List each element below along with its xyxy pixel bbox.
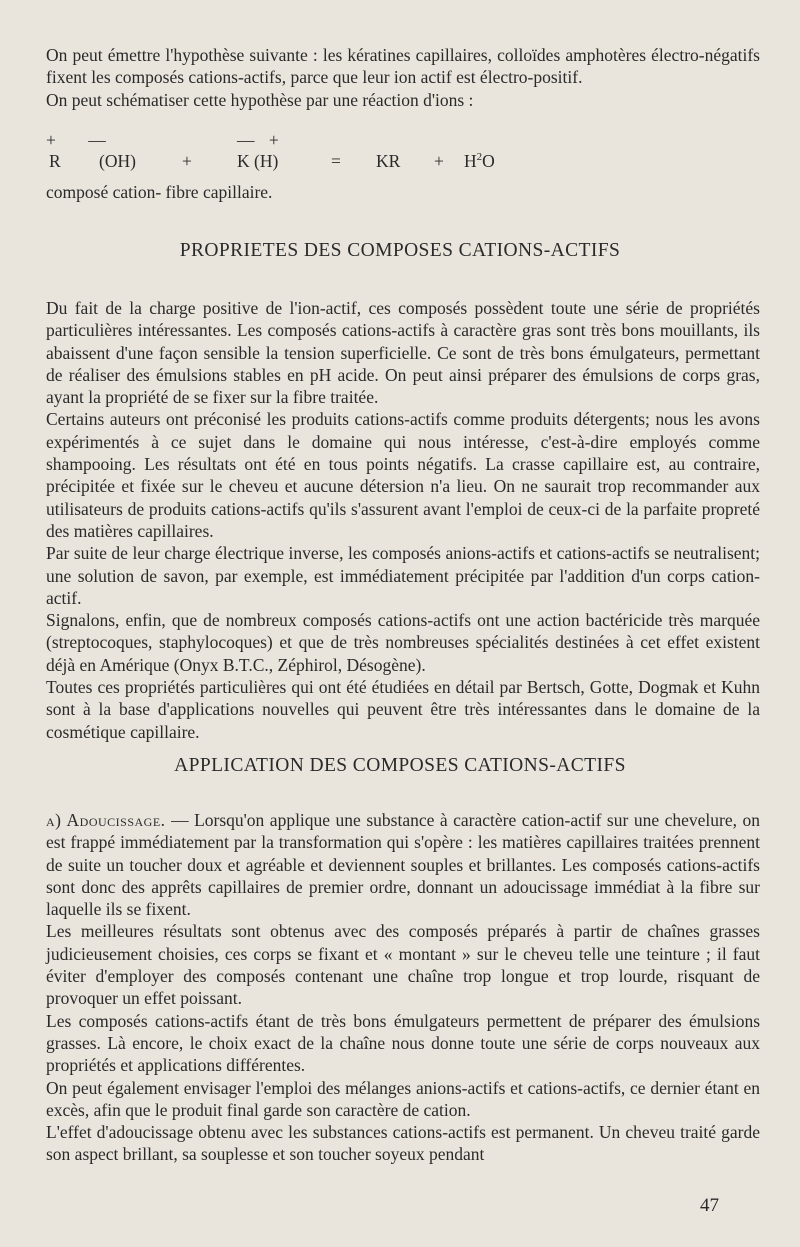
formula-plus-1: +: [182, 151, 192, 171]
intro-paragraph-1: On peut émettre l'hypothèse suivante : les kératines capillaires, colloïdes amphotères électro-négatifs fixent les composés cations-actifs, parce que leur ion actif est électro-positif.: [46, 45, 760, 88]
formula-charges-right: — +: [237, 130, 284, 150]
section-heading-application: APPLICATION DES COMPOSES CATIONS-ACTIFS: [174, 755, 626, 776]
formula-r: R: [49, 151, 61, 171]
adoucissage-label: a) Adoucissage.: [46, 810, 166, 830]
formula-caption: composé cation- fibre capillaire.: [46, 182, 273, 202]
application-paragraph-2: Les meilleures résultats sont obtenus avec des composés préparés à partir de chaînes grasses judicieusement choisies, ces corps se fixant et « montant » sur le cheveu telle une teinture ; il faut éviter d'employer des composés contenant une chaîne trop longue et trop lourde, risquant de provoquer un effet poissant.: [46, 921, 760, 1009]
formula-oh: (OH): [99, 151, 136, 171]
formula-subscript-2: 2: [476, 151, 483, 163]
formula-charges-left: + —: [46, 130, 120, 150]
section-heading-proprietes: PROPRIETES DES COMPOSES CATIONS-ACTIFS: [179, 240, 621, 261]
formula-kh: K (H): [237, 151, 279, 171]
formula-water: [464, 151, 495, 172]
section-application-body: [46, 809, 760, 1166]
application-paragraph-4: On peut également envisager l'emploi des mélanges anions-actifs et cations-actifs, ce dernier étant en excès, afin que le produit final garde son caractère de cation.: [46, 1077, 760, 1120]
formula-plus-2: +: [434, 151, 444, 171]
application-paragraph-1: [46, 809, 760, 920]
proprietes-paragraph-3: Par suite de leur charge électrique inverse, les composés anions-actifs et cations-actifs se neutralisent; une solution de savon, par exemple, est immédiatement précipitée par l'addition d'un corps cation-actif.: [46, 543, 760, 608]
proprietes-paragraph-4: Signalons, enfin, que de nombreux composés cations-actifs ont une action bactéricide très marquée (streptocoques, staphylocoques) et que de très nombreuses spécialités destinées à cet effet existent déjà en Amérique (Onyx B.T.C., Zéphirol, Désogène).: [46, 610, 760, 675]
formula-kr: KR: [376, 151, 401, 171]
proprietes-paragraph-1: Du fait de la charge positive de l'ion-actif, ces composés possèdent toute une série de propriétés particulières intéressantes. Les composés cations-actifs à caractère gras sont très bons mouillants, ils abaissent d'une façon sensible la tension superficielle. Ce sont de très bons émulgateurs, permettant de réaliser des émulsions stables en pH acide. On peut ainsi préparer des émulsions de corps gras, ayant la propriété de se fixer sur la fibre traitée.: [46, 298, 760, 408]
proprietes-paragraph-5: Toutes ces propriétés particulières qui ont été étudiées en détail par Bertsch, Gotte, Dogmak et Kuhn sont à la base d'applications nouvelles qui peuvent être très intéressantes dans le domaine de la cosmétique capillaire.: [46, 677, 760, 742]
formula-o: O: [482, 151, 495, 171]
formula-equals: =: [331, 151, 341, 171]
application-paragraph-3: Les composés cations-actifs étant de très bons émulgateurs permettent de préparer des émulsions grasses. Là encore, le choix exact de la chaîne nous donne toute une série de corps nouveaux aux propriétés et applications différentes.: [46, 1010, 760, 1076]
formula-h: H: [464, 151, 477, 171]
page-number: 47: [700, 1195, 719, 1216]
intro-paragraph-2: On peut schématiser cette hypothèse par une réaction d'ions :: [46, 89, 474, 110]
application-paragraph-5: L'effet d'adoucissage obtenu avec les substances cations-actifs est permanent. Un cheveu traité garde son aspect brillant, sa souplesse et son toucher soyeux pendant: [46, 1122, 760, 1165]
intro-block: [46, 44, 760, 111]
section-proprietes-body: [46, 297, 760, 743]
proprietes-paragraph-2: Certains auteurs ont préconisé les produits cations-actifs comme produits détergents; nous les avons expérimentés à ce sujet dans le domaine qui nous intéresse, c'est-à-dire employés comme shampooing. Les résultats ont été en tous points négatifs. La crasse capillaire est, au contraire, précipitée et fixée sur le cheveu et aucune détersion n'a lieu. On ne saurait trop recommander aux utilisateurs de produits cations-actifs qu'ils s'assurent avant l'emploi de ceux-ci de la parfaite propreté des matières capillaires.: [46, 409, 760, 541]
adoucissage-text: — Lorsqu'on applique une substance à caractère cation-actif sur une chevelure, on est frappé immédiatement par la transformation qui s'opère : les matières capillaires traitées prennent de suite un toucher doux et agréable et deviennent souples et brillantes. Les composés cations-actifs sont donc des apprêts capillaires de premier ordre, donnant un adoucissage immédiat à la fibre sur laquelle ils se fixent.: [46, 810, 760, 920]
